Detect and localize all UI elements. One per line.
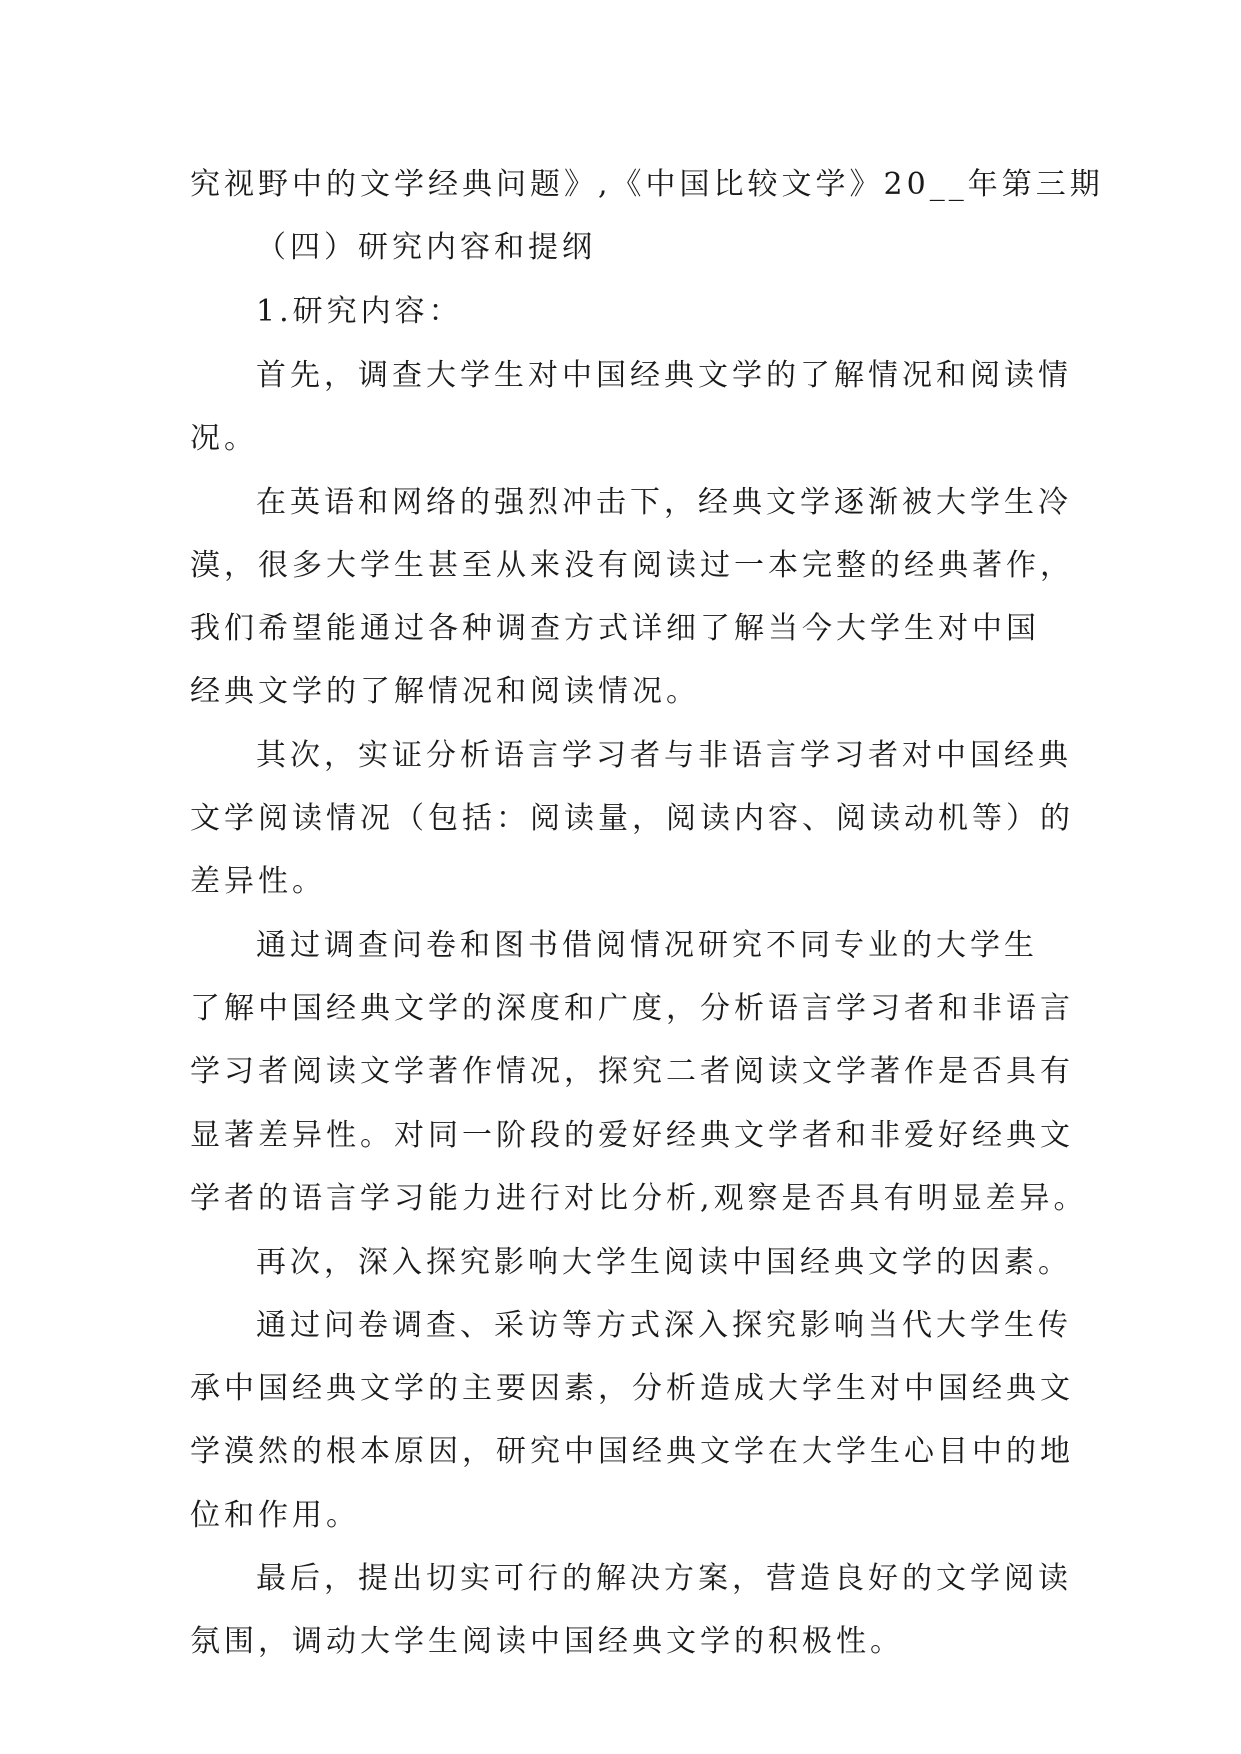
text-line: 通过问卷调查、采访等方式深入探究影响当代大学生传 — [256, 1308, 1072, 1343]
text-line: 再次，深入探究影响大学生阅读中国经典文学的因素。 — [256, 1245, 1072, 1280]
text-line: 了解中国经典文学的深度和广度，分析语言学习者和非语言 — [190, 991, 1074, 1026]
text-line: 其次，实证分析语言学习者与非语言学习者对中国经典 — [256, 738, 1072, 773]
text-line: 差异性。 — [190, 864, 326, 899]
text-line: 最后，提出切实可行的解决方案，营造良好的文学阅读 — [256, 1561, 1072, 1596]
text-line: 通过调查问卷和图书借阅情况研究不同专业的大学生 — [256, 928, 1038, 963]
text-line: 首先，调查大学生对中国经典文学的了解情况和阅读情 — [256, 358, 1072, 393]
text-line: 氛围，调动大学生阅读中国经典文学的积极性。 — [190, 1624, 904, 1659]
text-line: 漠，很多大学生甚至从来没有阅读过一本完整的经典著作， — [190, 548, 1074, 583]
text-line: 文学阅读情况（包括：阅读量，阅读内容、阅读动机等）的 — [190, 801, 1074, 836]
text-line: 究视野中的文学经典问题》,《中国比较文学》20__年第三期 — [190, 167, 1104, 202]
text-line: 况。 — [190, 421, 258, 456]
text-line: 学者的语言学习能力进行对比分析,观察是否具有明显差异。 — [190, 1181, 1088, 1216]
text-line: 显著差异性。对同一阶段的爱好经典文学者和非爱好经典文 — [190, 1118, 1074, 1153]
section-heading: （四）研究内容和提纲 — [256, 230, 596, 265]
subsection-heading: 1.研究内容： — [256, 294, 463, 329]
text-line: 位和作用。 — [190, 1498, 360, 1533]
text-line: 承中国经典文学的主要因素，分析造成大学生对中国经典文 — [190, 1371, 1074, 1406]
text-line: 学漠然的根本原因，研究中国经典文学在大学生心目中的地 — [190, 1434, 1074, 1469]
text-line: 经典文学的了解情况和阅读情况。 — [190, 674, 700, 709]
text-line: 学习者阅读文学著作情况，探究二者阅读文学著作是否具有 — [190, 1054, 1074, 1089]
text-line: 我们希望能通过各种调查方式详细了解当今大学生对中国 — [190, 611, 1040, 646]
text-line: 在英语和网络的强烈冲击下，经典文学逐渐被大学生冷 — [256, 485, 1072, 520]
